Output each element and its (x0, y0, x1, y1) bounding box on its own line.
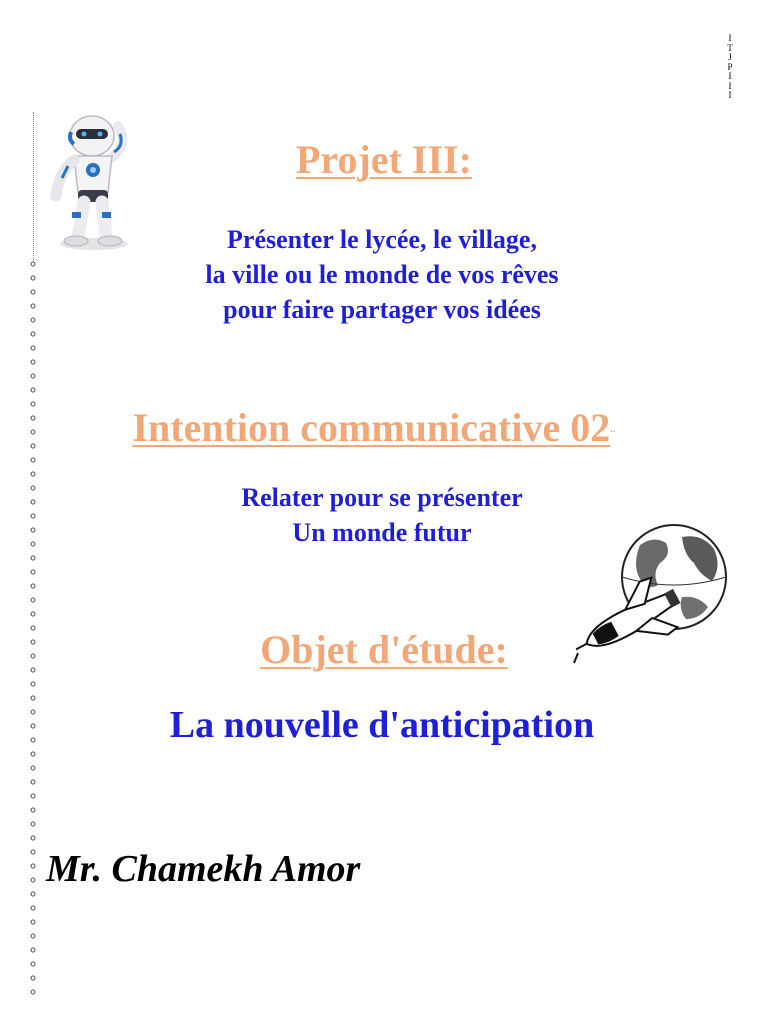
intention-title: Intention communicative 02 (132, 405, 611, 450)
corner-vertical-label (726, 34, 734, 101)
corner-letter: T (727, 42, 733, 53)
objet-subject: La nouvelle d'anticipation (169, 704, 595, 746)
corner-letter: I (728, 33, 732, 43)
decorative-dots: ·· (610, 426, 616, 436)
corner-letter: J (728, 52, 732, 62)
intention-description (0, 480, 766, 550)
author-name: Mr. Chamekh Amor (46, 848, 361, 890)
intention-line: Un monde futur (292, 518, 472, 547)
corner-letter: I (728, 71, 732, 81)
corner-letter: P (727, 61, 733, 72)
corner-letter: I (728, 90, 732, 100)
project-description-line: Présenter le lycée, le village, (227, 225, 537, 254)
project-description-line: pour faire partager vos idées (223, 295, 541, 324)
project-title: Projet III: (296, 137, 472, 182)
project-description-line: la ville ou le monde de vos rêves (205, 260, 559, 289)
intention-line: Relater pour se présenter (241, 483, 523, 512)
corner-letter: I (728, 80, 732, 91)
intention-heading (0, 402, 758, 458)
project-description (0, 222, 766, 327)
objet-title: Objet d'étude: (260, 627, 508, 672)
